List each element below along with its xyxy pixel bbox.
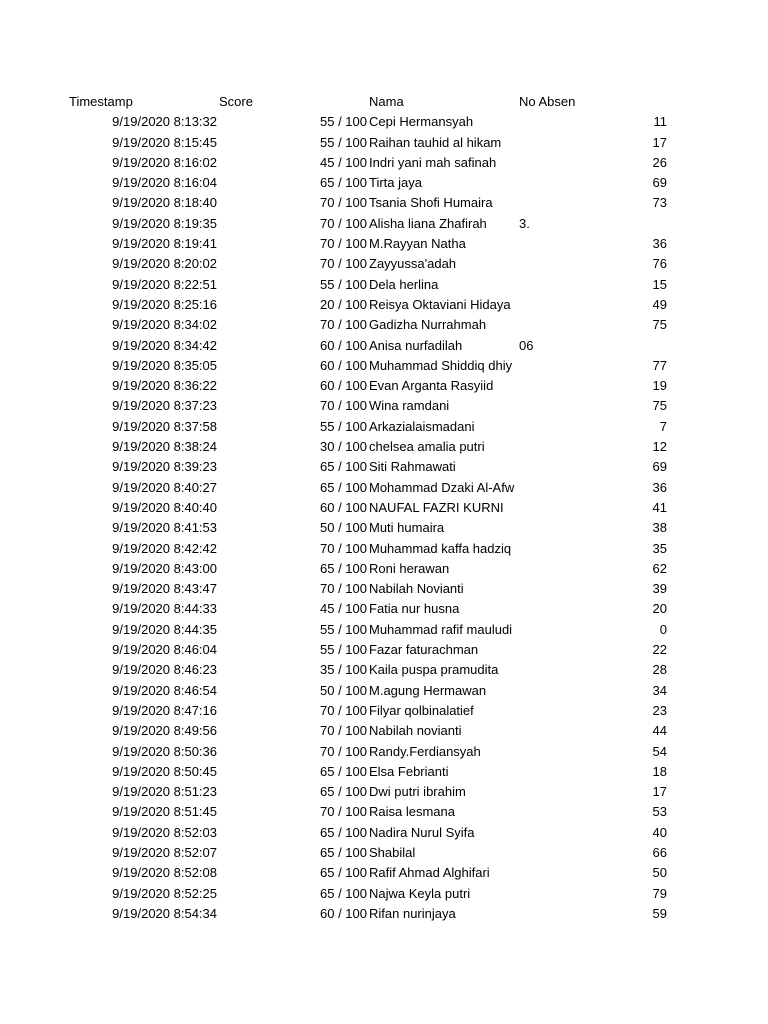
- table-row: [0, 437, 768, 457]
- cell-no-absen: 28: [652, 662, 667, 678]
- cell-timestamp: 9/19/2020 8:51:23: [112, 784, 217, 800]
- cell-score: 65 / 100: [320, 175, 367, 191]
- cell-nama: M.agung Hermawan: [369, 682, 487, 698]
- cell-nama: Indri yani mah safinah: [369, 154, 497, 170]
- cell-nama: Tsania Shofi Humaira: [369, 195, 493, 211]
- table-row: [0, 457, 768, 477]
- cell-score: 20 / 100: [320, 296, 367, 312]
- cell-score: 60 / 100: [320, 337, 367, 353]
- cell-score: 60 / 100: [320, 378, 367, 394]
- cell-nama: Muhammad Shiddiq dhiy: [369, 357, 513, 373]
- header-row: [0, 92, 768, 112]
- table-row: [0, 660, 768, 680]
- cell-no-absen: 79: [652, 885, 667, 901]
- cell-no-absen: 26: [652, 154, 667, 170]
- cell-score: 70 / 100: [320, 195, 367, 211]
- cell-score: 70 / 100: [320, 804, 367, 820]
- table-row: [0, 620, 768, 640]
- cell-nama: Shabilal: [369, 844, 416, 860]
- cell-nama: Roni herawan: [369, 560, 450, 576]
- cell-no-absen: 59: [652, 905, 667, 921]
- table-row: [0, 762, 768, 782]
- cell-nama: Siti Rahmawati: [369, 459, 456, 475]
- cell-nama: Nabilah novianti: [369, 723, 462, 739]
- cell-no-absen: 17: [652, 134, 667, 150]
- cell-timestamp: 9/19/2020 8:19:41: [112, 236, 217, 252]
- cell-score: 65 / 100: [320, 784, 367, 800]
- cell-timestamp: 9/19/2020 8:52:07: [112, 844, 217, 860]
- cell-timestamp: 9/19/2020 8:44:33: [112, 601, 217, 617]
- cell-score: 45 / 100: [320, 601, 367, 617]
- cell-nama: Wina ramdani: [369, 398, 450, 414]
- table-row: [0, 498, 768, 518]
- cell-nama: Elsa Febrianti: [369, 763, 449, 779]
- cell-nama: Muti humaira: [369, 520, 445, 536]
- cell-nama: Reisya Oktaviani Hidaya: [369, 296, 511, 312]
- table-row: [0, 904, 768, 924]
- cell-timestamp: 9/19/2020 8:43:00: [112, 560, 217, 576]
- cell-score: 70 / 100: [320, 256, 367, 272]
- cell-timestamp: 9/19/2020 8:18:40: [112, 195, 217, 211]
- cell-timestamp: 9/19/2020 8:51:45: [112, 804, 217, 820]
- cell-timestamp: 9/19/2020 8:37:23: [112, 398, 217, 414]
- cell-nama: Arkazialaismadani: [369, 418, 475, 434]
- cell-no-absen: 36: [652, 236, 667, 252]
- header-nama: Nama: [369, 94, 404, 109]
- cell-timestamp: 9/19/2020 8:41:53: [112, 520, 217, 536]
- cell-no-absen: 49: [652, 296, 667, 312]
- cell-no-absen: 17: [652, 784, 667, 800]
- cell-timestamp: 9/19/2020 8:38:24: [112, 439, 217, 455]
- cell-no-absen: 75: [652, 398, 667, 414]
- cell-score: 50 / 100: [320, 520, 367, 536]
- header-score: Score: [219, 94, 253, 109]
- cell-score: 65 / 100: [320, 865, 367, 881]
- cell-score: 65 / 100: [320, 844, 367, 860]
- cell-nama: Dela herlina: [369, 276, 439, 292]
- cell-no-absen: 7: [659, 418, 667, 434]
- cell-score: 70 / 100: [320, 702, 367, 718]
- cell-no-absen: 69: [652, 175, 667, 191]
- cell-no-absen: 38: [652, 520, 667, 536]
- cell-timestamp: 9/19/2020 8:37:58: [112, 418, 217, 434]
- cell-timestamp: 9/19/2020 8:47:16: [112, 702, 217, 718]
- table-body: [0, 112, 768, 924]
- cell-score: 45 / 100: [320, 154, 367, 170]
- cell-nama: Zayyussa'adah: [369, 256, 457, 272]
- cell-nama: M.Rayyan Natha: [369, 236, 466, 252]
- cell-no-absen: 40: [652, 824, 667, 840]
- cell-timestamp: 9/19/2020 8:43:47: [112, 581, 217, 597]
- cell-no-absen: 54: [652, 743, 667, 759]
- table-row: [0, 701, 768, 721]
- cell-score: 60 / 100: [320, 499, 367, 515]
- cell-score: 70 / 100: [320, 317, 367, 333]
- cell-score: 60 / 100: [320, 905, 367, 921]
- cell-no-absen: 0: [659, 621, 667, 637]
- table-row: [0, 356, 768, 376]
- cell-nama: Gadizha Nurrahmah: [369, 317, 487, 333]
- cell-score: 70 / 100: [320, 398, 367, 414]
- table-row: [0, 863, 768, 883]
- cell-score: 70 / 100: [320, 215, 367, 231]
- cell-score: 35 / 100: [320, 662, 367, 678]
- cell-timestamp: 9/19/2020 8:36:22: [112, 378, 217, 394]
- cell-timestamp: 9/19/2020 8:15:45: [112, 134, 217, 150]
- table-row: [0, 823, 768, 843]
- cell-no-absen: 75: [652, 317, 667, 333]
- cell-timestamp: 9/19/2020 8:22:51: [112, 276, 217, 292]
- cell-no-absen: 18: [652, 763, 667, 779]
- cell-nama: NAUFAL FAZRI KURNI: [369, 499, 504, 515]
- header-no-absen: No Absen: [519, 94, 576, 109]
- cell-score: 65 / 100: [320, 479, 367, 495]
- cell-nama: Cepi Hermansyah: [369, 114, 474, 130]
- cell-timestamp: 9/19/2020 8:52:25: [112, 885, 217, 901]
- table-row: [0, 478, 768, 498]
- cell-score: 55 / 100: [320, 114, 367, 130]
- table-row: [0, 173, 768, 193]
- header-timestamp: Timestamp: [69, 94, 133, 109]
- cell-no-absen: 34: [652, 682, 667, 698]
- table-row: [0, 417, 768, 437]
- cell-score: 70 / 100: [320, 540, 367, 556]
- cell-no-absen: 11: [653, 114, 667, 130]
- cell-nama: Raihan tauhid al hikam: [369, 134, 502, 150]
- cell-no-absen: 62: [652, 560, 667, 576]
- cell-timestamp: 9/19/2020 8:52:03: [112, 824, 217, 840]
- cell-timestamp: 9/19/2020 8:54:34: [112, 905, 217, 921]
- table-row: [0, 579, 768, 599]
- cell-nama: Fazar faturachman: [369, 642, 479, 658]
- cell-score: 70 / 100: [320, 723, 367, 739]
- cell-nama: Alisha liana Zhafirah: [369, 215, 487, 231]
- table-row: [0, 315, 768, 335]
- table-row: [0, 539, 768, 559]
- cell-score: 60 / 100: [320, 357, 367, 373]
- cell-timestamp: 9/19/2020 8:50:36: [112, 743, 217, 759]
- cell-score: 65 / 100: [320, 885, 367, 901]
- table-row: [0, 802, 768, 822]
- table-row: [0, 336, 768, 356]
- cell-timestamp: 9/19/2020 8:13:32: [112, 114, 217, 130]
- cell-score: 65 / 100: [320, 560, 367, 576]
- cell-no-absen: 76: [652, 256, 667, 272]
- cell-timestamp: 9/19/2020 8:40:27: [112, 479, 217, 495]
- cell-timestamp: 9/19/2020 8:46:54: [112, 682, 217, 698]
- cell-score: 70 / 100: [320, 743, 367, 759]
- cell-timestamp: 9/19/2020 8:44:35: [112, 621, 217, 637]
- table-row: [0, 295, 768, 315]
- cell-no-absen: 15: [652, 276, 667, 292]
- cell-no-absen: 50: [652, 865, 667, 881]
- cell-score: 55 / 100: [320, 134, 367, 150]
- table-row: [0, 254, 768, 274]
- cell-no-absen: 73: [652, 195, 667, 211]
- cell-score: 70 / 100: [320, 581, 367, 597]
- cell-no-absen: 41: [652, 499, 667, 515]
- cell-nama: Nadira Nurul Syifa: [369, 824, 475, 840]
- cell-nama: Muhammad rafif mauludi: [369, 621, 513, 637]
- cell-nama: Fatia nur husna: [369, 601, 460, 617]
- cell-score: 65 / 100: [320, 763, 367, 779]
- cell-score: 70 / 100: [320, 236, 367, 252]
- cell-score: 65 / 100: [320, 459, 367, 475]
- table-row: [0, 843, 768, 863]
- table-row: [0, 234, 768, 254]
- table-row: [0, 214, 768, 234]
- cell-score: 65 / 100: [320, 824, 367, 840]
- table-row: [0, 599, 768, 619]
- cell-nama: Randy.Ferdiansyah: [369, 743, 481, 759]
- cell-nama: Anisa nurfadilah: [369, 337, 463, 353]
- table-row: [0, 275, 768, 295]
- table-row: [0, 681, 768, 701]
- cell-no-absen: 23: [652, 702, 667, 718]
- cell-timestamp: 9/19/2020 8:39:23: [112, 459, 217, 475]
- cell-nama: chelsea amalia putri: [369, 439, 485, 455]
- cell-no-absen: 36: [652, 479, 667, 495]
- table-row: [0, 742, 768, 762]
- table-row: [0, 518, 768, 538]
- table-row: [0, 884, 768, 904]
- cell-timestamp: 9/19/2020 8:42:42: [112, 540, 217, 556]
- cell-nama: Filyar qolbinalatief: [369, 702, 474, 718]
- cell-nama: Evan Arganta Rasyiid: [369, 378, 494, 394]
- cell-nama: Rifan nurinjaya: [369, 905, 456, 921]
- table-row: [0, 376, 768, 396]
- cell-timestamp: 9/19/2020 8:19:35: [112, 215, 217, 231]
- cell-nama: Nabilah Novianti: [369, 581, 464, 597]
- table-row: [0, 133, 768, 153]
- cell-score: 55 / 100: [320, 621, 367, 637]
- table-row: [0, 721, 768, 741]
- cell-no-absen: 35: [652, 540, 667, 556]
- cell-no-absen: 06: [519, 337, 534, 353]
- cell-nama: Kaila puspa pramudita: [369, 662, 499, 678]
- cell-no-absen: 53: [652, 804, 667, 820]
- table-row: [0, 782, 768, 802]
- cell-timestamp: 9/19/2020 8:34:42: [112, 337, 217, 353]
- cell-score: 50 / 100: [320, 682, 367, 698]
- cell-no-absen: 39: [652, 581, 667, 597]
- cell-nama: Tirta jaya: [369, 175, 422, 191]
- table-row: [0, 112, 768, 132]
- cell-no-absen: 12: [652, 439, 667, 455]
- cell-timestamp: 9/19/2020 8:46:23: [112, 662, 217, 678]
- table-row: [0, 559, 768, 579]
- cell-no-absen: 44: [652, 723, 667, 739]
- cell-no-absen: 77: [652, 357, 667, 373]
- cell-timestamp: 9/19/2020 8:46:04: [112, 642, 217, 658]
- cell-no-absen: 69: [652, 459, 667, 475]
- cell-score: 55 / 100: [320, 418, 367, 434]
- cell-timestamp: 9/19/2020 8:25:16: [112, 296, 217, 312]
- cell-no-absen: 66: [652, 844, 667, 860]
- cell-timestamp: 9/19/2020 8:34:02: [112, 317, 217, 333]
- cell-nama: Mohammad Dzaki Al-Afw: [369, 479, 515, 495]
- cell-score: 55 / 100: [320, 642, 367, 658]
- cell-no-absen: 3.: [519, 215, 530, 231]
- cell-no-absen: 22: [652, 642, 667, 658]
- table-row: [0, 193, 768, 213]
- cell-nama: Dwi putri ibrahim: [369, 784, 466, 800]
- cell-timestamp: 9/19/2020 8:35:05: [112, 357, 217, 373]
- cell-score: 55 / 100: [320, 276, 367, 292]
- cell-nama: Rafif Ahmad Alghifari: [369, 865, 490, 881]
- cell-timestamp: 9/19/2020 8:20:02: [112, 256, 217, 272]
- cell-nama: Muhammad kaffa hadziq: [369, 540, 512, 556]
- cell-nama: Raisa lesmana: [369, 804, 455, 820]
- cell-timestamp: 9/19/2020 8:49:56: [112, 723, 217, 739]
- table-row: [0, 396, 768, 416]
- cell-timestamp: 9/19/2020 8:40:40: [112, 499, 217, 515]
- cell-no-absen: 19: [652, 378, 667, 394]
- cell-score: 30 / 100: [320, 439, 367, 455]
- cell-nama: Najwa Keyla putri: [369, 885, 471, 901]
- table-row: [0, 153, 768, 173]
- cell-timestamp: 9/19/2020 8:16:02: [112, 154, 217, 170]
- score-sheet: [0, 92, 768, 924]
- cell-timestamp: 9/19/2020 8:16:04: [112, 175, 217, 191]
- table-row: [0, 640, 768, 660]
- cell-timestamp: 9/19/2020 8:50:45: [112, 763, 217, 779]
- cell-no-absen: 20: [652, 601, 667, 617]
- cell-timestamp: 9/19/2020 8:52:08: [112, 865, 217, 881]
